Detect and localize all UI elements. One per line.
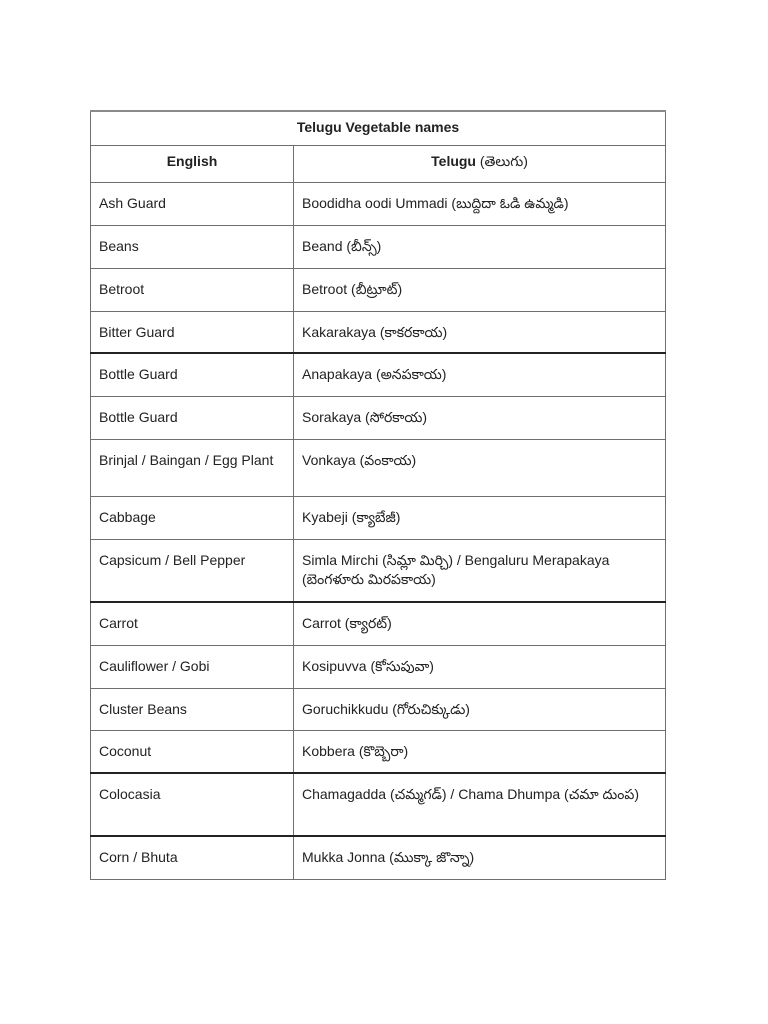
english-name-cell: Bottle Guard <box>91 396 294 439</box>
table-row <box>91 439 666 496</box>
telugu-name-cell: Kyabeji (క్యాబేజీ) <box>294 496 666 539</box>
table-row <box>91 268 666 311</box>
english-name-cell: Colocasia <box>91 773 294 836</box>
telugu-name-cell: Kosipuvva (కోసుపువా) <box>294 645 666 688</box>
table-row <box>91 225 666 268</box>
telugu-name-cell: Betroot (బీట్రూట్) <box>294 268 666 311</box>
english-name-cell: Ash Guard <box>91 182 294 225</box>
english-name-cell: Bitter Guard <box>91 311 294 353</box>
english-name-cell: Cabbage <box>91 496 294 539</box>
telugu-name-cell: Sorakaya (సోరకాయ) <box>294 396 666 439</box>
telugu-name-cell: Chamagadda (చమ్మగడ్) / Chama Dhumpa (చమా దుంప) <box>294 773 666 836</box>
english-name-cell: Betroot <box>91 268 294 311</box>
table-row <box>91 602 666 645</box>
telugu-name-cell: Simla Mirchi (సిమ్లా మిర్చి) / Bengaluru Merapakaya (బెంగళూరు మిరపకాయ) <box>294 539 666 602</box>
telugu-name-cell: Kakarakaya (కాకరకాయ) <box>294 311 666 353</box>
english-name-cell: Cauliflower / Gobi <box>91 645 294 688</box>
table-row <box>91 688 666 730</box>
table-title-row <box>91 111 666 145</box>
vegetable-names-table <box>90 110 666 880</box>
table-row <box>91 539 666 602</box>
table-title: Telugu Vegetable names <box>91 111 666 145</box>
english-name-cell: Coconut <box>91 730 294 773</box>
column-header-telugu-label: Telugu <box>431 152 476 169</box>
telugu-name-cell: Vonkaya (వంకాయ) <box>294 439 666 496</box>
table-row <box>91 182 666 225</box>
telugu-name-cell: Carrot (క్యారట్) <box>294 602 666 645</box>
table-row <box>91 496 666 539</box>
english-name-cell: Capsicum / Bell Pepper <box>91 539 294 602</box>
english-name-cell: Bottle Guard <box>91 353 294 396</box>
column-header-telugu <box>294 145 666 182</box>
column-header-telugu-script: (తెలుగు) <box>479 152 528 169</box>
telugu-name-cell: Beand (బీన్స్) <box>294 225 666 268</box>
telugu-name-cell: Kobbera (కొబ్బెరా) <box>294 730 666 773</box>
table-header-row <box>91 145 666 182</box>
table-row <box>91 730 666 773</box>
table-row <box>91 353 666 396</box>
english-name-cell: Brinjal / Baingan / Egg Plant <box>91 439 294 496</box>
table-row <box>91 773 666 836</box>
english-name-cell: Corn / Bhuta <box>91 836 294 879</box>
table-row <box>91 396 666 439</box>
telugu-name-cell: Goruchikkudu (గోరుచిక్కుడు) <box>294 688 666 730</box>
english-name-cell: Cluster Beans <box>91 688 294 730</box>
table-row <box>91 836 666 879</box>
telugu-name-cell: Anapakaya (అనపకాయ) <box>294 353 666 396</box>
telugu-name-cell: Mukka Jonna (ముక్కా జొన్నా) <box>294 836 666 879</box>
table-row <box>91 645 666 688</box>
column-header-english: English <box>91 145 294 182</box>
english-name-cell: Carrot <box>91 602 294 645</box>
telugu-name-cell: Boodidha oodi Ummadi (బుద్దిదా ఓడి ఉమ్మడి) <box>294 182 666 225</box>
english-name-cell: Beans <box>91 225 294 268</box>
table-row <box>91 311 666 353</box>
